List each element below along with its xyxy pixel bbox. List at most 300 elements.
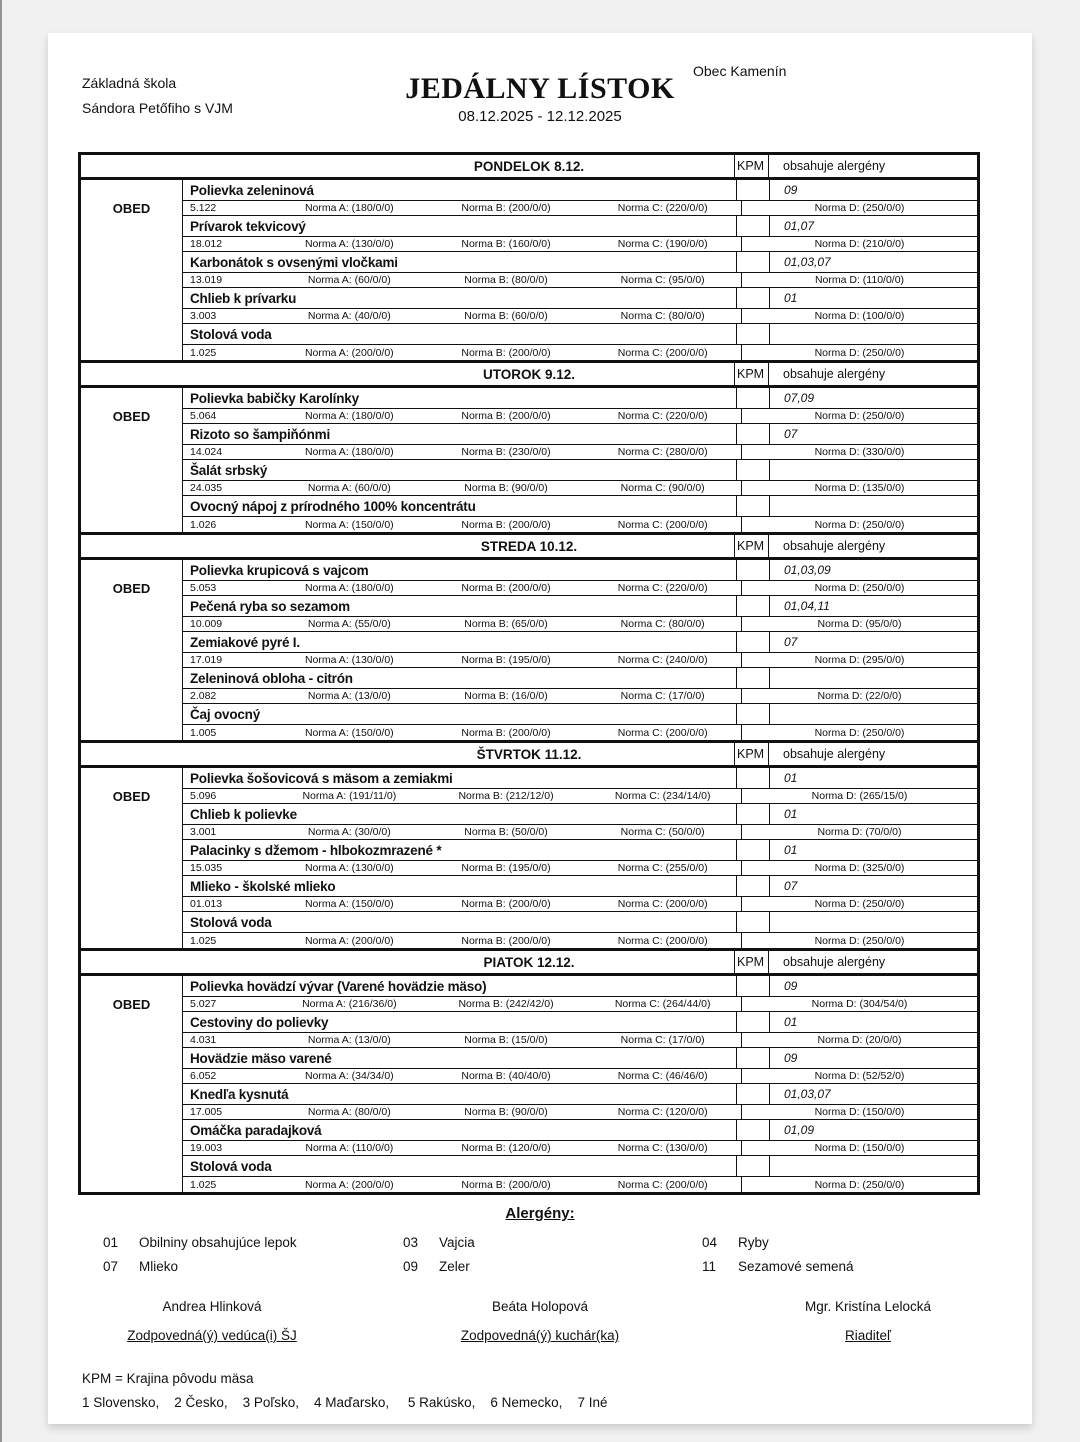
signatory-name: Andrea Hlinková [162,1299,262,1314]
dish-norma-row [183,825,977,840]
dish-code: 5.053 [190,582,217,594]
dish-norma-row [183,933,977,948]
dish-norma-row [183,345,977,360]
day-header-spacer [81,535,734,557]
norma-left-cell [183,689,741,703]
dish-row-group [183,840,977,876]
norma-c: Norma C: (130/0/0) [617,1142,708,1154]
norma-left-cell [183,345,741,360]
norma-d: Norma D: (250/0/0) [741,517,977,532]
norma-d: Norma D: (330/0/0) [741,445,977,459]
dish-norma-row [183,689,977,704]
allergens-grid [48,1231,1032,1279]
dish-name: Mlieko - školské mlieko [190,878,336,894]
dish-code: 1.005 [190,726,217,739]
dish-name: Cestoviny do polievky [190,1014,329,1030]
kpm-column-header: KPM [734,363,768,385]
dish-name-row [183,976,977,997]
norma-c: Norma C: (200/0/0) [617,1178,708,1191]
norma-c: Norma C: (234/14/0) [614,790,711,802]
dish-name-row [183,912,977,933]
kpm-cell [736,1048,769,1068]
dish-row-group [183,976,977,1012]
dish-code: 5.064 [190,410,217,422]
norma-left-cell [183,201,741,215]
dish-allergens [769,1156,977,1176]
norma-c: Norma C: (255/0/0) [617,862,708,874]
dish-name: Zeleninová obloha - citrón [190,670,353,686]
dish-norma-row [183,1033,977,1048]
dish-name: Čaj ovocný [190,706,261,722]
kpm-cell [736,288,769,308]
dish-allergens [769,460,977,480]
norma-b: Norma B: (90/0/0) [464,1106,548,1118]
dish-code: 19.003 [190,1142,223,1154]
kpm-cell [736,1084,769,1104]
day-section [81,360,977,532]
norma-c: Norma C: (200/0/0) [617,518,708,531]
signatory-role-wrap [48,1328,376,1343]
dish-name-row [183,180,977,201]
dish-code: 17.019 [190,654,223,666]
norma-left-cell [183,933,741,948]
dish-norma-row [183,237,977,252]
dish-name-row [183,840,977,861]
norma-left-cell [183,897,741,911]
norma-b: Norma B: (90/0/0) [464,482,548,494]
allergen-code: 04 [702,1235,718,1250]
dish-name-row [183,876,977,897]
norma-b: Norma B: (230/0/0) [461,446,551,458]
day-section [81,740,977,948]
dish-name-row [183,704,977,725]
dish-name: Polievka šošovicová s mäsom a zemiakmi [190,770,453,786]
norma-d: Norma D: (150/0/0) [741,1141,977,1155]
norma-c: Norma C: (200/0/0) [617,934,708,947]
signatory-name: Beáta Holopová [491,1299,589,1314]
dish-name: Zemiakové pyré I. [190,634,300,650]
norma-c: Norma C: (200/0/0) [617,346,708,359]
dish-allergens [769,496,977,516]
norma-b: Norma B: (60/0/0) [464,310,548,322]
norma-d: Norma D: (110/0/0) [741,273,977,287]
menu-document-page [48,33,1032,1424]
dish-allergens: 01 [769,768,977,788]
dish-name-row [183,596,977,617]
norma-left-cell [183,653,741,667]
norma-d: Norma D: (95/0/0) [741,617,977,631]
allergen-label: Obilniny obsahujúce lepok [139,1235,297,1250]
dish-norma-row [183,309,977,324]
norma-b: Norma B: (160/0/0) [461,238,551,250]
norma-c: Norma C: (46/46/0) [617,1070,708,1082]
day-section [81,948,977,1192]
allergen-legend-item [702,1231,1032,1255]
norma-b: Norma B: (15/0/0) [464,1034,548,1046]
kpm-cell [736,460,769,480]
norma-left-cell [183,1033,741,1047]
norma-c: Norma C: (80/0/0) [620,310,705,322]
norma-c: Norma C: (264/44/0) [614,998,711,1010]
norma-c: Norma C: (50/0/0) [620,826,705,838]
norma-a: Norma A: (191/11/0) [302,790,397,802]
dish-allergens: 01 [769,840,977,860]
dish-name-row [183,252,977,273]
day-title: ŠTVRTOK 11.12. [476,746,582,762]
dish-allergens: 09 [769,976,977,996]
norma-b: Norma B: (200/0/0) [461,346,551,359]
kpm-column-header: KPM [734,535,768,557]
norma-d: Norma D: (325/0/0) [741,861,977,875]
dish-norma-row [183,897,977,912]
signature-block [376,1299,704,1343]
dish-name: Rizoto so šampiňónmi [190,426,331,442]
norma-b: Norma B: (200/0/0) [461,518,551,531]
dish-list [183,976,977,1192]
dish-row-group [183,668,977,704]
dish-name-row [183,632,977,653]
norma-d: Norma D: (250/0/0) [741,581,977,595]
dish-row-group [183,388,977,424]
dish-name: Šalát srbský [190,462,268,478]
allergen-label: Mlieko [139,1259,179,1274]
dish-allergens [769,324,977,344]
dish-name-row [183,424,977,445]
norma-b: Norma B: (200/0/0) [461,726,551,739]
dish-code: 10.009 [190,618,223,630]
dish-name-row [183,288,977,309]
norma-c: Norma C: (17/0/0) [620,1034,705,1046]
dish-name: Stolová voda [190,914,272,930]
norma-d: Norma D: (295/0/0) [741,653,977,667]
dish-code: 13.019 [190,274,223,286]
norma-a: Norma A: (13/0/0) [307,1034,391,1046]
dish-code: 1.025 [190,346,217,359]
norma-d: Norma D: (210/0/0) [741,237,977,251]
norma-c: Norma C: (200/0/0) [617,898,708,910]
norma-a: Norma A: (180/0/0) [304,446,394,458]
norma-a: Norma A: (110/0/0) [305,1142,394,1154]
signatory-role: Riaditeľ [845,1328,891,1343]
norma-left-cell [183,997,741,1011]
kpm-column-header: KPM [734,951,768,973]
meal-label: OBED [81,976,183,1192]
day-title: UTOROK 9.12. [482,366,576,382]
dish-name: Polievka hovädzí vývar (Varené hovädzie mäso) [190,978,487,994]
norma-left-cell [183,273,741,287]
norma-a: Norma A: (216/36/0) [302,998,397,1010]
allergen-code: 01 [103,1235,119,1250]
day-header-row [81,155,977,180]
norma-a: Norma A: (180/0/0) [304,582,394,594]
menu-table [78,152,980,1195]
dish-allergens [769,668,977,688]
norma-a: Norma A: (180/0/0) [304,410,394,422]
kpm-cell [736,252,769,272]
norma-b: Norma B: (200/0/0) [461,582,551,594]
dish-norma-row [183,1177,977,1192]
allergen-legend-item [103,1255,403,1279]
dish-name-row [183,1156,977,1177]
dish-name-row [183,460,977,481]
dish-list [183,388,977,532]
meal-label: OBED [81,180,183,360]
norma-d: Norma D: (150/0/0) [741,1105,977,1119]
allergen-column-header: obsahuje alergény [768,535,977,557]
norma-d: Norma D: (250/0/0) [741,201,977,215]
dish-norma-row [183,1141,977,1156]
window-edge [0,0,2,1442]
norma-left-cell [183,517,741,532]
norma-a: Norma A: (130/0/0) [304,654,394,666]
day-header-spacer [81,743,734,765]
norma-a: Norma A: (60/0/0) [307,274,391,286]
allergen-label: Zeler [439,1259,470,1274]
norma-c: Norma C: (17/0/0) [620,690,705,702]
kpm-cell [736,1120,769,1140]
kpm-column-header: KPM [734,155,768,177]
dish-name: Polievka krupicová s vajcom [190,562,369,578]
dish-row-group [183,216,977,252]
norma-left-cell [183,825,741,839]
signatory-role-wrap [704,1328,1032,1343]
dish-allergens: 01 [769,1012,977,1032]
norma-d: Norma D: (100/0/0) [741,309,977,323]
norma-d: Norma D: (250/0/0) [741,409,977,423]
dish-allergens: 01 [769,804,977,824]
allergen-column-header: obsahuje alergény [768,363,977,385]
dish-code: 15.035 [190,862,223,874]
dish-name-row [183,560,977,581]
norma-d: Norma D: (250/0/0) [741,1177,977,1192]
dish-name: Omáčka paradajková [190,1122,322,1138]
allergen-column-header: obsahuje alergény [768,155,977,177]
dish-row-group [183,768,977,804]
dish-row-group [183,288,977,324]
dish-name: Chlieb k prívarku [190,290,297,306]
dish-allergens: 09 [769,180,977,200]
municipality-name: Obec Kamenín [693,63,787,79]
signature-block [704,1299,1032,1343]
dish-code: 3.001 [190,826,217,838]
norma-d: Norma D: (22/0/0) [741,689,977,703]
allergens-heading: Alergény: [505,1205,575,1222]
norma-c: Norma C: (190/0/0) [617,238,708,250]
dish-list [183,180,977,360]
norma-b: Norma B: (16/0/0) [464,690,548,702]
norma-d: Norma D: (20/0/0) [741,1033,977,1047]
norma-c: Norma C: (220/0/0) [617,202,708,214]
dish-row-group [183,1156,977,1192]
kpm-cell [736,976,769,996]
dish-name: Polievka zeleninová [190,182,314,198]
day-body [81,768,977,948]
dish-row-group [183,1084,977,1120]
dish-norma-row [183,445,977,460]
dish-row-group [183,1120,977,1156]
dish-allergens: 01,09 [769,1120,977,1140]
day-header-row [81,363,977,388]
meal-label: OBED [81,560,183,740]
norma-b: Norma B: (120/0/0) [461,1142,551,1154]
norma-left-cell [183,1177,741,1192]
kpm-cell [736,1012,769,1032]
signatures-section [48,1299,1032,1343]
day-body [81,976,977,1192]
dish-allergens: 01,03,09 [769,560,977,580]
dish-code: 17.005 [190,1106,223,1118]
dish-code: 5.122 [190,202,217,214]
norma-left-cell [183,237,741,251]
dish-row-group [183,424,977,460]
dish-norma-row [183,789,977,804]
page-title: JEDÁLNY LÍSTOK [405,72,675,105]
dish-norma-row [183,861,977,876]
dish-name-row [183,1048,977,1069]
allergen-label: Sezamové semená [738,1259,854,1274]
norma-d: Norma D: (250/0/0) [741,897,977,911]
norma-d: Norma D: (265/15/0) [741,789,977,803]
norma-b: Norma B: (200/0/0) [461,934,551,947]
day-header-row [81,535,977,560]
day-header-row [81,951,977,976]
dish-name: Prívarok tekvicový [190,218,306,234]
norma-d: Norma D: (250/0/0) [741,725,977,740]
dish-name-row [183,668,977,689]
kpm-cell [736,180,769,200]
signatory-role-wrap [376,1328,704,1343]
kpm-cell [736,840,769,860]
dish-code: 5.027 [190,998,217,1010]
dish-name-row [183,324,977,345]
kpm-cell [736,560,769,580]
allergen-column-header: obsahuje alergény [768,743,977,765]
kpm-cell [736,876,769,896]
dish-name-row [183,1012,977,1033]
day-section [81,155,977,360]
norma-left-cell [183,1069,741,1083]
dish-allergens: 01,03,07 [769,1084,977,1104]
norma-a: Norma A: (130/0/0) [304,238,394,250]
day-body [81,388,977,532]
dish-code: 1.025 [190,1178,217,1191]
day-body [81,560,977,740]
allergens-legend-section [48,1205,1032,1279]
norma-a: Norma A: (200/0/0) [304,346,394,359]
kpm-cell [736,1156,769,1176]
norma-left-cell [183,1105,741,1119]
norma-a: Norma A: (40/0/0) [307,310,391,322]
dish-row-group [183,324,977,360]
norma-d: Norma D: (52/52/0) [741,1069,977,1083]
norma-b: Norma B: (195/0/0) [461,654,551,666]
kpm-cell [736,632,769,652]
dish-row-group [183,632,977,668]
norma-a: Norma A: (13/0/0) [307,690,391,702]
norma-d: Norma D: (250/0/0) [741,933,977,948]
allergen-code: 03 [403,1235,419,1250]
dish-name: Knedľa kysnutá [190,1086,289,1102]
allergen-label: Vajcia [439,1235,475,1250]
dish-row-group [183,460,977,496]
norma-left-cell [183,617,741,631]
dish-code: 4.031 [190,1034,217,1046]
dish-name-row [183,768,977,789]
day-title: STREDA 10.12. [480,538,578,554]
dish-name-row [183,216,977,237]
dish-norma-row [183,653,977,668]
norma-a: Norma A: (150/0/0) [304,726,394,739]
kpm-legend-line1: KPM = Krajina pôvodu mäsa [82,1371,254,1386]
dish-norma-row [183,481,977,496]
school-name-line2: Sándora Petőfiho s VJM [82,100,233,116]
dish-code: 18.012 [190,238,223,250]
dish-name-row [183,1084,977,1105]
dish-row-group [183,704,977,740]
dish-row-group [183,596,977,632]
norma-b: Norma B: (212/12/0) [458,790,554,802]
dish-row-group [183,560,977,596]
dish-allergens: 07 [769,876,977,896]
dish-name: Hovädzie mäso varené [190,1050,332,1066]
norma-b: Norma B: (50/0/0) [464,826,548,838]
dish-allergens [769,912,977,932]
norma-c: Norma C: (95/0/0) [620,274,705,286]
kpm-column-header: KPM [734,743,768,765]
norma-b: Norma B: (65/0/0) [464,618,548,630]
dish-name-row [183,388,977,409]
dish-name-row [183,804,977,825]
day-title: PIATOK 12.12. [483,954,575,970]
norma-left-cell [183,789,741,803]
norma-c: Norma C: (90/0/0) [620,482,705,494]
norma-a: Norma A: (80/0/0) [307,1106,391,1118]
kpm-cell [736,912,769,932]
dish-code: 3.003 [190,310,217,322]
day-title: PONDELOK 8.12. [473,158,585,174]
dish-code: 01.013 [190,898,223,910]
dish-norma-row [183,617,977,632]
dish-norma-row [183,273,977,288]
kpm-cell [736,704,769,724]
dish-name: Pečená ryba so sezamom [190,598,350,614]
norma-d: Norma D: (304/54/0) [741,997,977,1011]
dish-name: Polievka babičky Karolínky [190,390,359,406]
dish-allergens: 01,04,11 [769,596,977,616]
kpm-cell [736,388,769,408]
school-name-line1: Základná škola [82,75,177,91]
norma-a: Norma A: (150/0/0) [304,518,394,531]
dish-name-row [183,496,977,517]
allergen-code: 11 [702,1259,717,1274]
kpm-cell [736,668,769,688]
dish-norma-row [183,409,977,424]
kpm-cell [736,216,769,236]
norma-b: Norma B: (200/0/0) [461,1178,551,1191]
signatory-role: Zodpovedná(ý) kuchár(ka) [460,1328,620,1343]
norma-a: Norma A: (150/0/0) [304,898,394,910]
norma-b: Norma B: (40/40/0) [461,1070,551,1082]
dish-row-group [183,1048,977,1084]
norma-c: Norma C: (80/0/0) [620,618,705,630]
dish-code: 1.026 [190,518,217,531]
norma-left-cell [183,581,741,595]
norma-c: Norma C: (240/0/0) [617,654,708,666]
norma-b: Norma B: (195/0/0) [461,862,551,874]
allergen-legend-item [403,1255,702,1279]
norma-a: Norma A: (60/0/0) [307,482,391,494]
allergen-code: 07 [103,1259,119,1274]
